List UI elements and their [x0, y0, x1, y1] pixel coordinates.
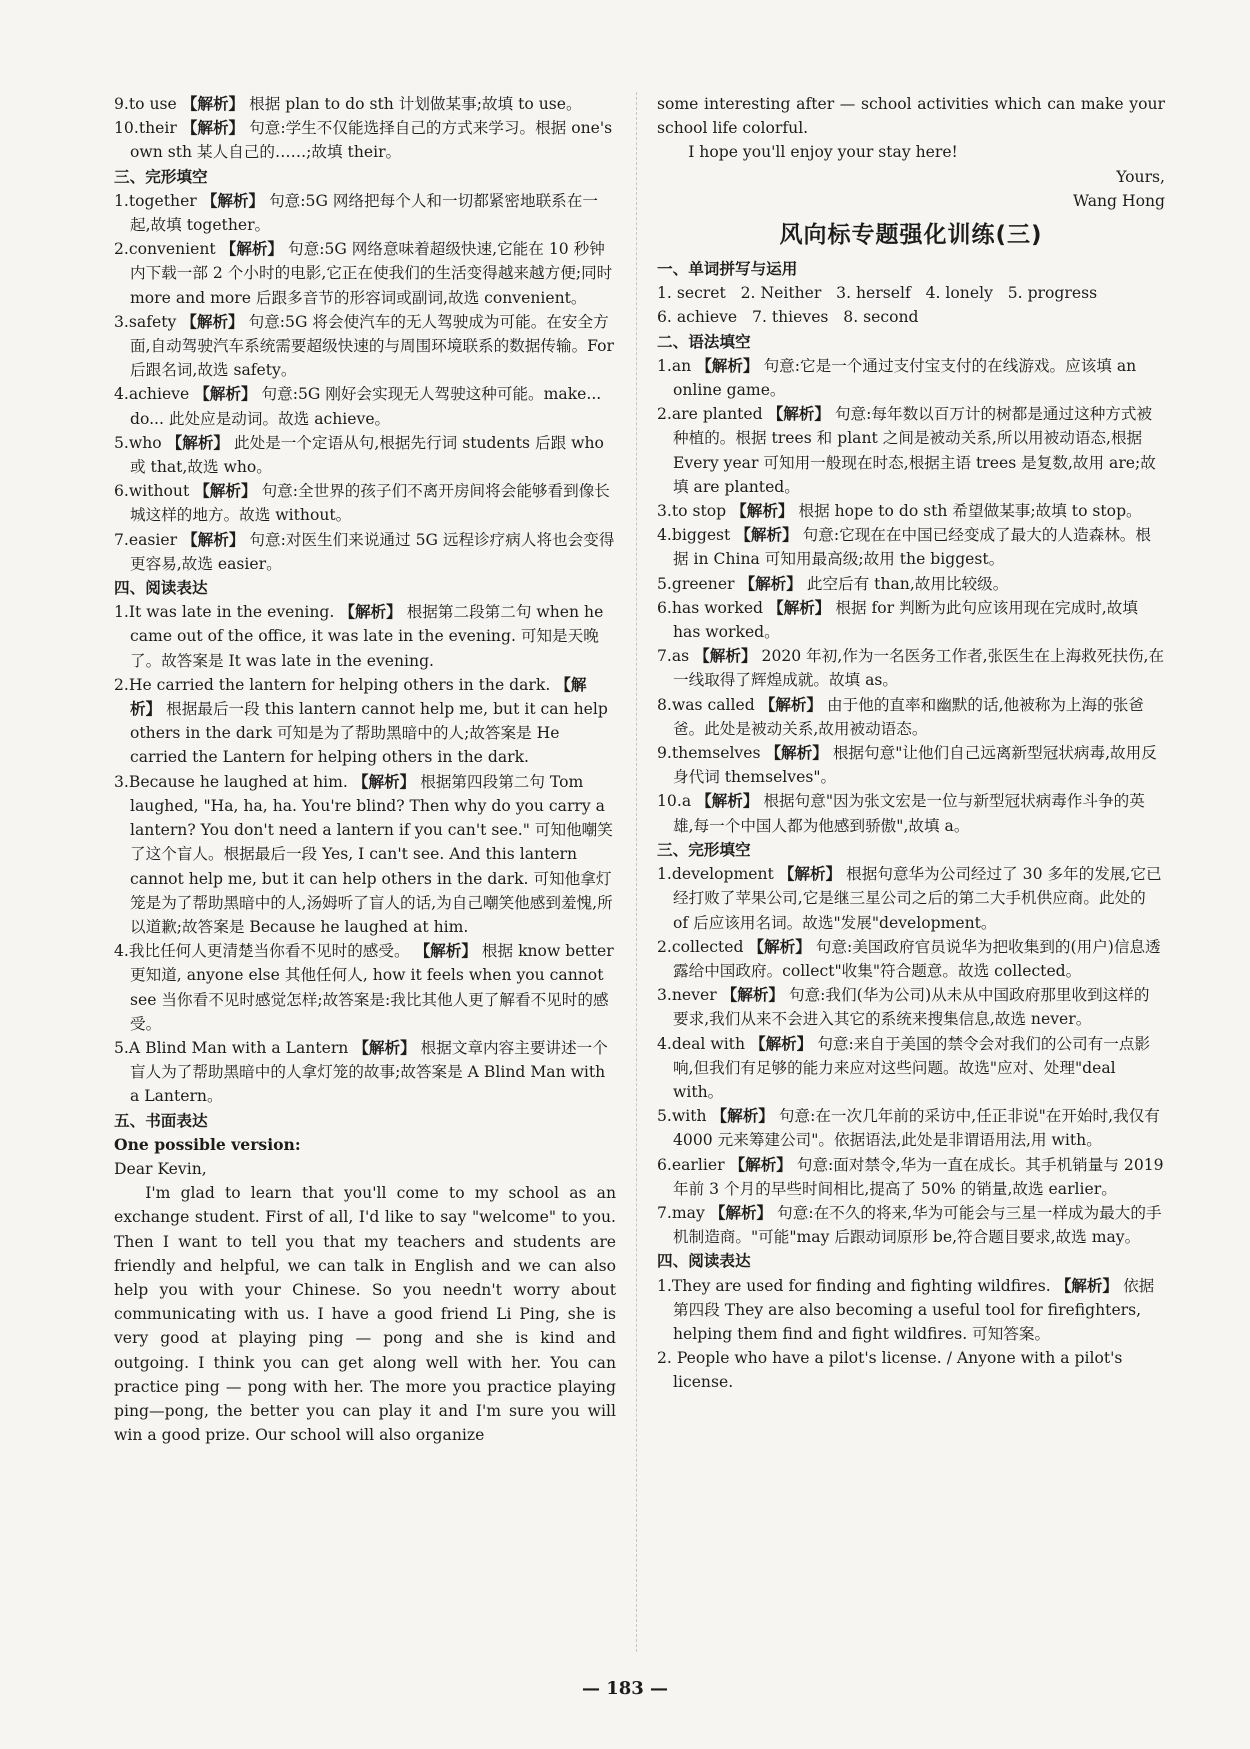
analysis-tag: 【解析】 [339, 603, 402, 622]
answer-number: 4. [657, 526, 672, 545]
answer-item [657, 1104, 1165, 1152]
spelling-answers-line-2: 6. achieve 7. thieves 8. second [657, 308, 919, 327]
answer-text: a [681, 792, 692, 811]
answer-item [657, 741, 1165, 789]
answer-item [114, 1036, 616, 1109]
answer-number: 7. [657, 1203, 672, 1222]
reading-answer-2: 2. People who have a pilot's license. / Anyone with a pilot's license. [657, 1349, 1123, 1392]
answer-text: who [128, 433, 162, 452]
analysis-text: 根据最后一段 this lantern cannot help me, but it can help others in the dark 可知是为了帮助黑暗中的人;故答案是 He carried the Lantern for helping others in the dark. [130, 700, 608, 767]
analysis-tag: 【解析】 [181, 95, 245, 113]
analysis-tag: 【解析】 [735, 526, 798, 545]
answer-number: 3. [657, 986, 672, 1005]
answer-text: Because he laughed at him. [128, 772, 348, 791]
analysis-tag: 【解析】 [201, 191, 265, 210]
answer-text: to stop [671, 502, 727, 521]
answer-number: 5. [657, 1107, 672, 1126]
column-divider [636, 92, 637, 1652]
analysis-tag: 【解析】 [166, 433, 230, 452]
answer-item [114, 528, 616, 576]
answer-item [114, 116, 616, 164]
answer-number: 6. [657, 1155, 672, 1174]
answer-item [657, 596, 1165, 644]
analysis-tag: 【解析】 [353, 1038, 416, 1057]
letter-signature: Wang Hong [1073, 191, 1165, 210]
answer-number: 4. [114, 385, 129, 404]
analysis-tag: 【解析】 [130, 675, 587, 719]
answer-item [657, 1032, 1165, 1105]
answer-number: 1. [657, 356, 672, 375]
analysis-text: 句意:5G 网络把每个人和一切都紧密地联系在一起,故填 together。 [130, 191, 598, 235]
answer-text: are planted [671, 405, 763, 424]
analysis-tag: 【解析】 [709, 1203, 773, 1222]
analysis-text: 根据文章内容主要讲述一个盲人为了帮助黑暗中的人拿灯笼的故事;故答案是 A Blind Man with a Lantern。 [130, 1038, 608, 1106]
cloze-answers-right [657, 862, 1165, 1249]
answer-number: 5. [114, 433, 129, 452]
analysis-text: 根据 plan to do sth 计划做某事;故填 to use。 [249, 95, 582, 113]
analysis-text: 此处是一个定语从句,根据先行词 students 后跟 who 或 that,故选 who。 [130, 433, 604, 477]
answer-text: as [671, 647, 690, 666]
spelling-answers-line-1: 1. secret 2. Neither 3. herself 4. lonely 5. progress [657, 284, 1098, 303]
analysis-text: 句意:5G 刚好会实现无人驾驶这种可能。make... do... 此处应是动词。故选 achieve。 [130, 385, 602, 428]
answer-number: 5. [657, 574, 672, 593]
answer-item [657, 935, 1165, 983]
answer-text: development [671, 865, 774, 884]
analysis-tag: 【解析】 [182, 530, 245, 549]
analysis-tag: 【解析】 [749, 1034, 813, 1053]
answer-item [657, 862, 1165, 935]
analysis-tag: 【解析】 [729, 1155, 792, 1174]
right-column [657, 92, 1165, 1395]
answer-text: collected [671, 937, 744, 956]
answer-number: 10. [114, 119, 139, 138]
answer-text: their [138, 119, 177, 138]
answer-text: easier [128, 530, 178, 549]
answer-item [114, 939, 616, 1036]
answer-item [114, 382, 616, 430]
answer-text: achieve [128, 385, 190, 404]
answer-item [657, 499, 1165, 523]
analysis-text: 句意:5G 网络意味着超级快速,它能在 10 秒钟内下载一部 2 个小时的电影,它正在使我们的生活变得越来越方便;同时 more and more 后跟多音节的形容词或副词,故选 convenient。 [130, 240, 613, 307]
left-top-items [114, 92, 616, 165]
answer-number: 5. [114, 1038, 129, 1057]
analysis-tag: 【解析】 [721, 986, 785, 1005]
section-title-grammar: 二、语法填空 [657, 332, 751, 351]
answer-text: He carried the lantern for helping others in the dark. [128, 675, 551, 694]
answer-number: 4. [114, 942, 129, 961]
analysis-text: 根据 for 判断为此句应该用现在完成时,故填 has worked。 [673, 598, 1138, 642]
analysis-text: 句意:5G 将会使汽车的无人驾驶成为可能。在安全方面,自动驾驶汽车系统需要超级快速的与周围环境联系的数据传输。For 后跟名词,故选 safety。 [130, 312, 614, 380]
analysis-text: 句意:每年数以百万计的树都是通过这种方式被种植的。根据 trees 和 plant 之间是被动关系,所以用被动语态,根据 Every year 可知用一般现在时态,根据主语 trees 是复数,故用 are;故填 are planted。 [673, 405, 1156, 496]
answer-number: 2. [657, 937, 672, 956]
answer-item [657, 572, 1165, 596]
answer-text: They are used for finding and fighting wildfires. [671, 1276, 1051, 1295]
answer-item [657, 789, 1165, 837]
answer-text: It was late in the evening. [128, 603, 335, 622]
answer-text: convenient [128, 240, 216, 259]
answer-text: without [128, 482, 190, 501]
section-title-spelling: 一、单词拼写与运用 [657, 260, 798, 279]
answer-number: 6. [657, 598, 672, 617]
answer-number: 7. [657, 647, 672, 666]
answer-text: together [128, 191, 197, 210]
answer-text: 我比任何人更清楚当你看不见时的感受。 [128, 942, 410, 961]
analysis-tag: 【解析】 [181, 312, 244, 331]
analysis-text: 句意:它是一个通过支付宝支付的在线游戏。应该填 an online game。 [673, 356, 1137, 400]
answer-number: 8. [657, 695, 672, 714]
left-column [114, 92, 616, 1447]
answer-item [114, 770, 616, 939]
page-number: — 183 — [581, 1678, 669, 1699]
reading-answers-right [657, 1274, 1165, 1347]
answer-item [114, 479, 616, 527]
answer-number: 1. [657, 865, 672, 884]
answer-number: 7. [114, 530, 129, 549]
analysis-tag: 【解析】 [220, 240, 284, 259]
analysis-text: 句意:我们(华为公司)从未从中国政府那里收到这样的要求,我们从来不会进入其它的系统来搜集信息,故选 never。 [673, 986, 1150, 1029]
analysis-tag: 【解析】 [1055, 1276, 1119, 1295]
analysis-tag: 【解析】 [694, 647, 757, 666]
answer-item [657, 644, 1165, 692]
letter-closing: Yours, [1116, 167, 1165, 186]
analysis-text: 根据句意"让他们自己远离新型冠状病毒,故用反身代词 themselves"。 [673, 744, 1157, 787]
section-title-cloze: 三、完形填空 [114, 167, 208, 186]
answer-text: an [671, 356, 692, 375]
answer-item [657, 402, 1165, 499]
analysis-tag: 【解析】 [767, 405, 830, 424]
analysis-tag: 【解析】 [759, 695, 823, 714]
exercise-title: 风向标专题强化训练(三) [779, 222, 1043, 249]
answer-number: 2. [657, 405, 672, 424]
analysis-text: 句意:对医生们来说通过 5G 远程诊疗病人将也会变得更容易,故选 easier。 [130, 530, 615, 573]
answer-item [657, 693, 1165, 741]
answer-item [114, 673, 616, 770]
analysis-text: 根据句意华为公司经过了 30 多年的发展,它已经打败了苹果公司,它是继三星公司之后的第二大手机供应商。此处的 of 后应该用名词。故选"发展"development。 [673, 865, 1162, 932]
analysis-text: 根据 know better 更知道, anyone else 其他任何人, how it feels when you cannot see 当你看不见时感觉怎样;故答案是:我比其他人更了解看不见时的感受。 [130, 942, 614, 1033]
letter-continuation: some interesting after — school activities which can make your school life colorful. [657, 95, 1165, 138]
analysis-text: 句意:面对禁令,华为一直在成长。其手机销量与 2019 年前 3 个月的早些时间相比,提高了 50% 的销量,故选 earlier。 [673, 1155, 1164, 1198]
analysis-tag: 【解析】 [414, 942, 477, 961]
answer-item [114, 431, 616, 479]
cloze-answers [114, 189, 616, 576]
analysis-tag: 【解析】 [181, 119, 245, 138]
analysis-tag: 【解析】 [696, 356, 759, 375]
answer-text: themselves [671, 744, 761, 763]
answer-item [114, 237, 616, 310]
analysis-text: 句意:来自于美国的禁令会对我们的公司有一点影响,但我们有足够的能力来应对这些问题。故选"应对、处理"deal with。 [673, 1034, 1151, 1101]
reading-answers [114, 600, 616, 1108]
answer-number: 2. [114, 675, 129, 694]
answer-text: deal with [671, 1034, 745, 1053]
version-label: One possible version: [114, 1134, 301, 1154]
answer-item [114, 189, 616, 237]
letter-paragraph-2: I hope you'll enjoy your stay here! [688, 143, 958, 162]
answer-text: safety [128, 312, 177, 331]
answer-text: A Blind Man with a Lantern [128, 1038, 349, 1057]
answer-item [657, 1274, 1165, 1347]
answer-number: 3. [114, 312, 129, 331]
answer-number: 2. [114, 240, 129, 259]
answer-item [657, 1153, 1165, 1201]
letter-salutation: Dear Kevin, [114, 1159, 207, 1178]
section-title-reading-right: 四、阅读表达 [657, 1252, 751, 1271]
analysis-tag: 【解析】 [768, 598, 831, 617]
analysis-text: 2020 年初,作为一名医务工作者,张医生在上海救死扶伤,在一线取得了辉煌成就。故填 as。 [673, 647, 1165, 690]
answer-text: with [671, 1107, 707, 1126]
section-title-writing: 五、书面表达 [114, 1111, 208, 1130]
analysis-tag: 【解析】 [711, 1107, 774, 1126]
section-title-cloze-right: 三、完形填空 [657, 840, 751, 859]
answer-text: was called [671, 695, 755, 714]
section-title-reading: 四、阅读表达 [114, 579, 208, 598]
analysis-tag: 【解析】 [731, 502, 794, 521]
answer-text: to use [128, 95, 177, 113]
analysis-text: 此空后有 than,故用比较级。 [806, 574, 1009, 593]
analysis-text: 根据句意"因为张文宏是一位与新型冠状病毒作斗争的英雄,每一个中国人都为他感到骄傲",故填 a。 [673, 792, 1145, 835]
answer-item [114, 310, 616, 383]
analysis-text: 句意:在不久的将来,华为可能会与三星一样成为最大的手机制造商。"可能"may 后跟动词原形 be,符合题目要求,故选 may。 [673, 1203, 1162, 1247]
analysis-text: 由于他的直率和幽默的话,他被称为上海的张爸爸。此处是被动关系,故用被动语态。 [673, 695, 1144, 738]
analysis-tag: 【解析】 [765, 744, 828, 763]
answer-item [657, 983, 1165, 1031]
answer-number: 4. [657, 1034, 672, 1053]
answer-item [657, 354, 1165, 402]
answer-number: 1. [114, 191, 129, 210]
analysis-tag: 【解析】 [194, 385, 257, 404]
analysis-tag: 【解析】 [352, 772, 416, 791]
analysis-tag: 【解析】 [696, 792, 759, 811]
answer-number: 3. [657, 502, 672, 521]
analysis-text: 依据第四段 They are also becoming a useful tool for firefighters, helping them find and fight wildfires. 可知答案。 [673, 1276, 1155, 1343]
answer-number: 9. [657, 744, 672, 763]
answer-number: 6. [114, 482, 129, 501]
analysis-tag: 【解析】 [748, 937, 811, 956]
analysis-tag: 【解析】 [194, 482, 257, 501]
answer-number: 1. [657, 1276, 672, 1295]
analysis-text: 根据 hope to do sth 希望做某事;故填 to stop。 [798, 502, 1142, 521]
answer-item [657, 1201, 1165, 1249]
analysis-text: 句意:学生不仅能选择自己的方式来学习。根据 one's own sth 某人自己的……;故填 their。 [130, 119, 613, 162]
answer-text: earlier [671, 1155, 725, 1174]
analysis-text: 句意:美国政府官员说华为把收集到的(用户)信息透露给中国政府。collect"收集"符合题意。故选 collected。 [673, 937, 1161, 980]
answer-number: 1. [114, 603, 129, 622]
answer-text: never [671, 986, 717, 1005]
answer-item [114, 92, 616, 116]
analysis-text: 句意:全世界的孩子们不离开房间将会能够看到像长城这样的地方。故选 without。 [130, 482, 610, 525]
answer-text: has worked [671, 598, 764, 617]
answer-number: 3. [114, 772, 129, 791]
analysis-tag: 【解析】 [778, 865, 842, 884]
answer-item [657, 523, 1165, 571]
grammar-answers [657, 354, 1165, 838]
letter-paragraph: I'm glad to learn that you'll come to my school as an exchange student. First of all, I'd like to say "welcome" to you. Then I want to tell you that my teachers and students are friendly and helpful, we can talk in English and we can also help you with your Chinese. So you needn't worry about communicating with us. I have a good friend Li Ping, she is very good at playing ping — pong and she is kind and outgoing. I think you can get along well with her. You can practice ping — pong with her. The more you practice playing ping—pong, the better you can play it and I'm sure you will win a good prize. Our school will also organize [114, 1184, 616, 1445]
answer-text: greener [671, 574, 735, 593]
answer-number: 10. [657, 792, 682, 811]
analysis-text: 句意:在一次几年前的采访中,任正非说"在开始时,我仅有 4000 元来筹建公司"。依据语法,此处是非谓语用法,用 with。 [673, 1107, 1160, 1150]
analysis-text: 句意:它现在在中国已经变成了最大的人造森林。根据 in China 可知用最高级;故用 the biggest。 [673, 526, 1151, 569]
analysis-text: 根据第四段第二句 Tom laughed, "Ha, ha, ha. You're blind? Then why do you carry a lantern? You don't need a lantern if you can't see." 可知他嘲笑了这个盲人。根据最后一段 Yes, I can't see. And this lantern cannot help me, but it can help others in the dark. 可知他拿灯笼是为了帮助黑暗中的人,汤姆听了盲人的话,为自己嘲笑他感到羞愧,所以道歉;故答案是 Because he laughed at him. [130, 772, 613, 936]
answer-text: may [671, 1203, 705, 1222]
answer-text: biggest [671, 526, 731, 545]
answer-number: 9. [114, 95, 129, 113]
answer-item [114, 600, 616, 673]
analysis-tag: 【解析】 [739, 574, 802, 593]
analysis-text: 根据第二段第二句 when he came out of the office, it was late in the evening. 可知是天晚了。故答案是 It was late in the evening. [130, 603, 604, 670]
